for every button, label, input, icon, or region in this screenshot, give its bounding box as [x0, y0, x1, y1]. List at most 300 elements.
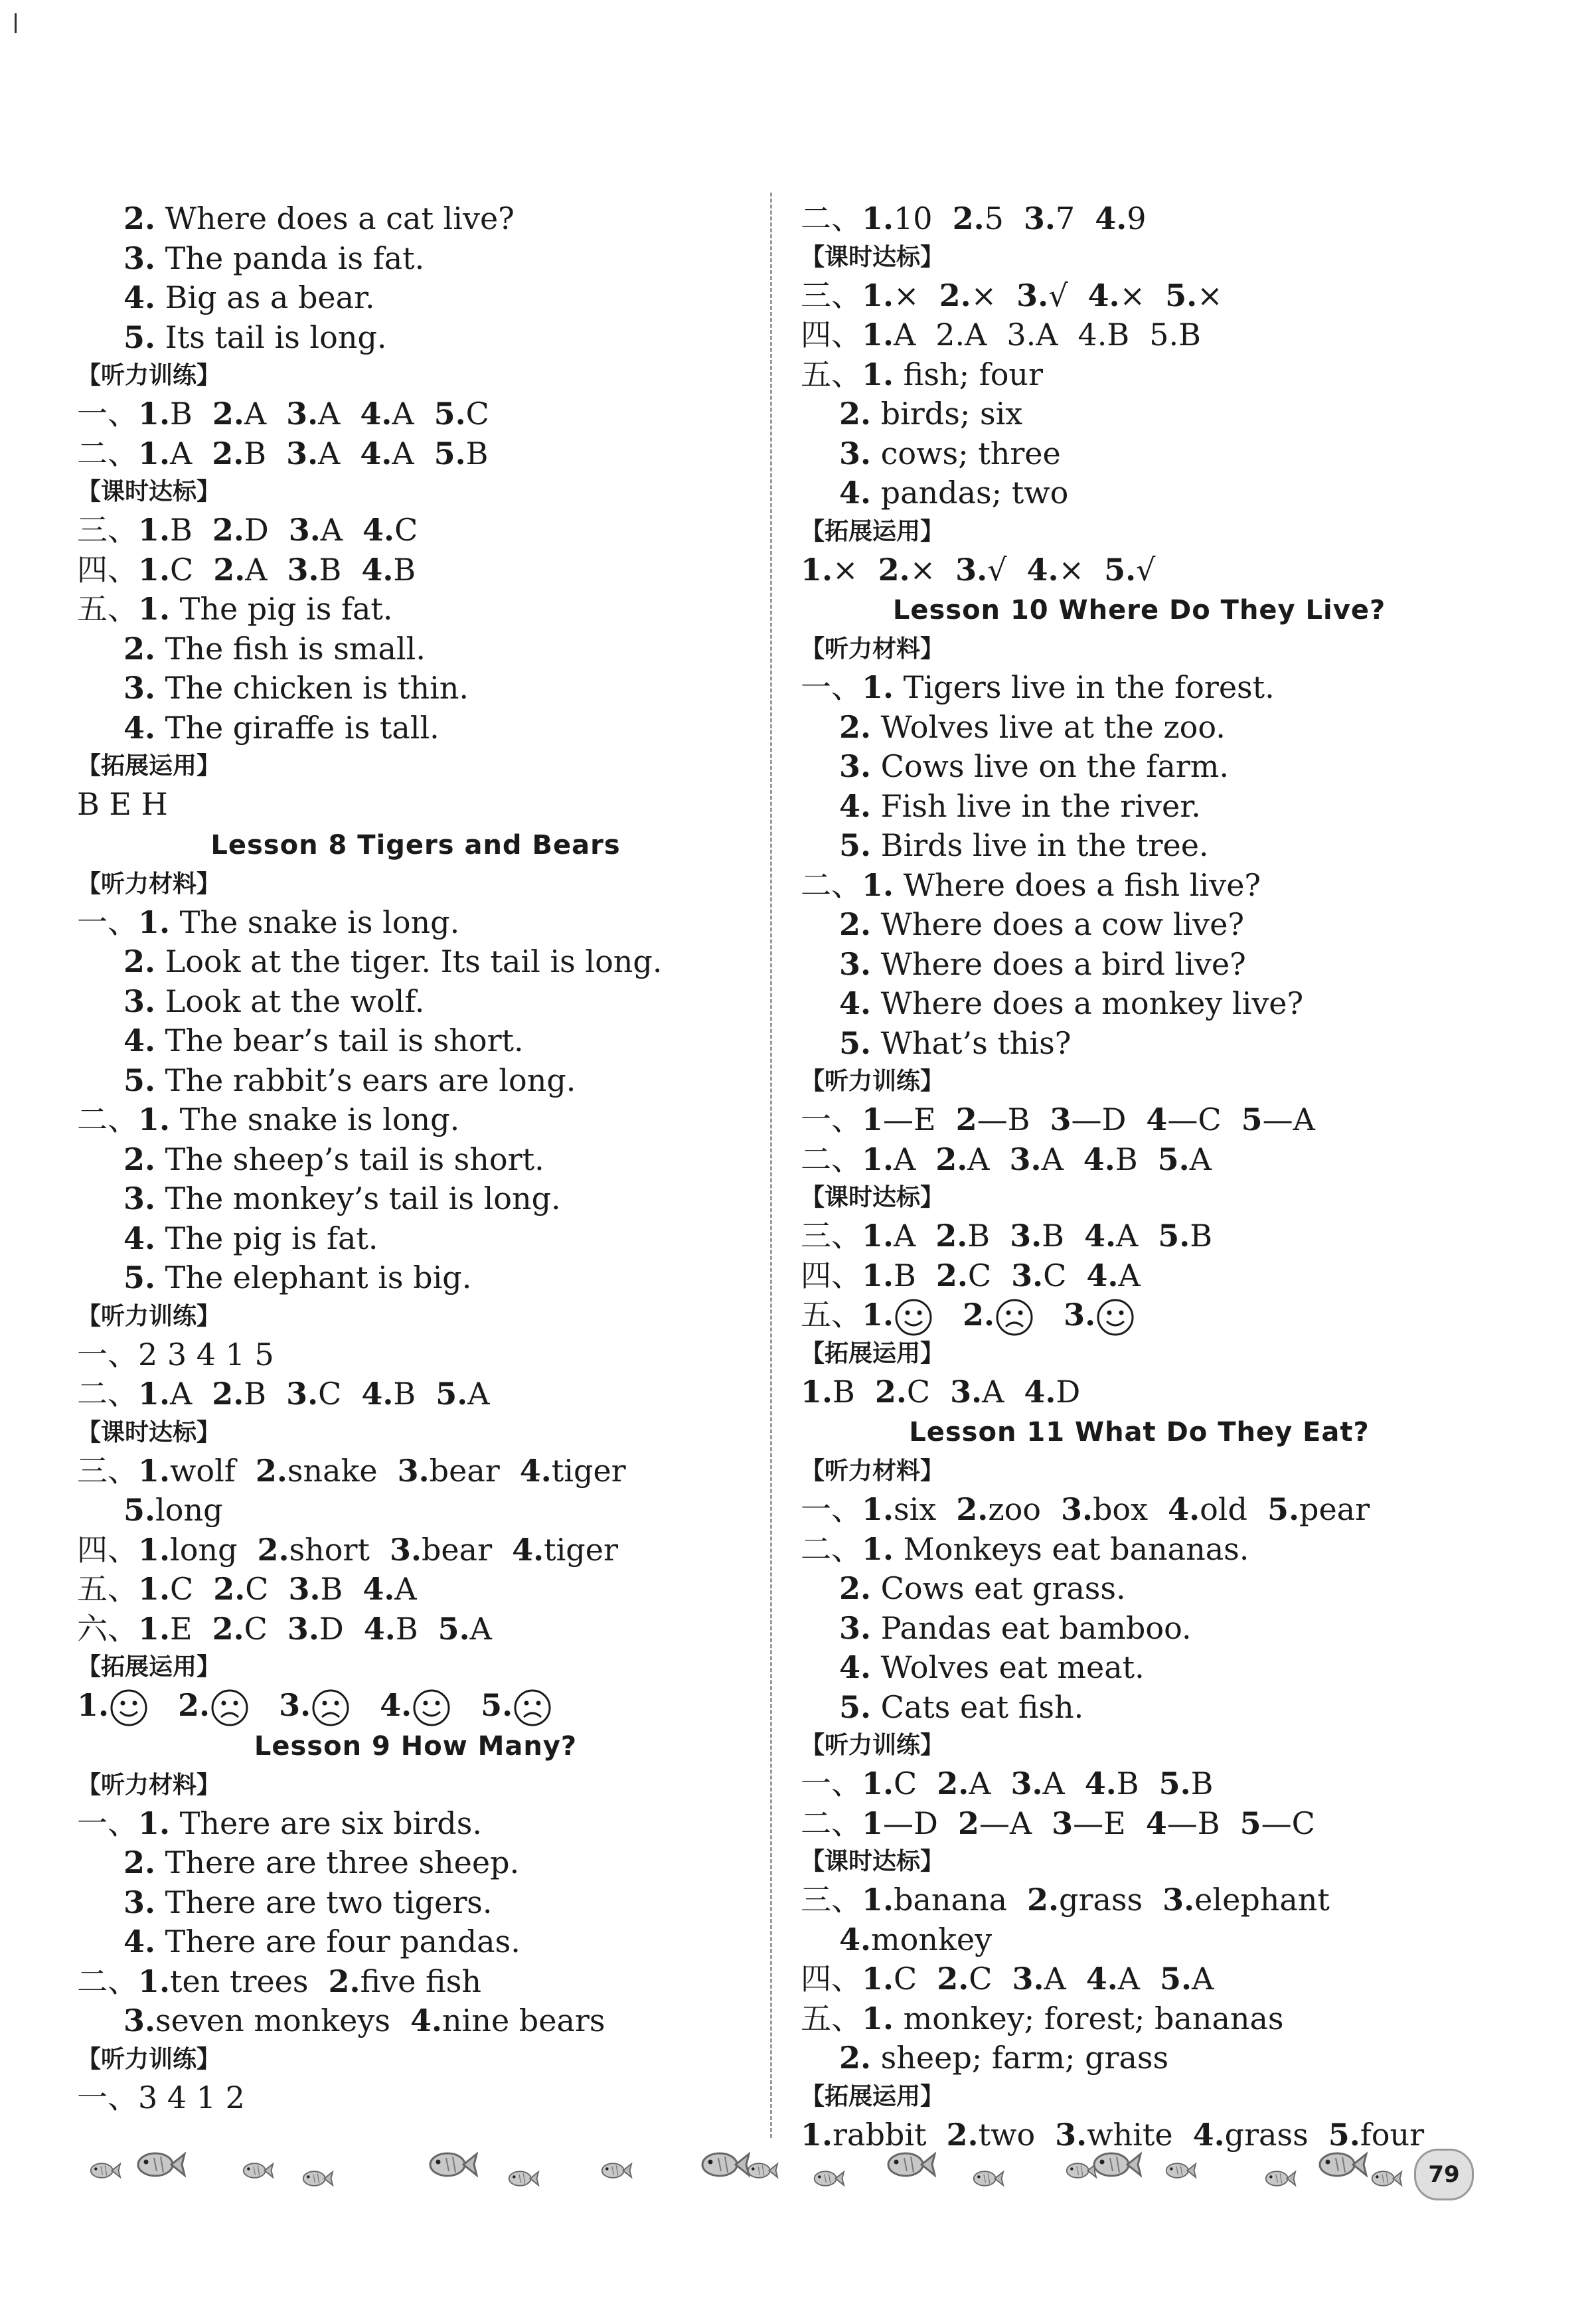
item-text: Where does a cat live? — [155, 201, 515, 236]
answer-value: B — [1116, 1766, 1139, 1801]
sad-face-icon — [210, 1688, 250, 1728]
item-prefix: 二、 — [77, 435, 138, 471]
text-line — [77, 1804, 754, 1844]
answer-value: C — [969, 1961, 993, 1997]
answer-value: A — [1117, 1961, 1140, 1997]
answer-value: B — [833, 1373, 855, 1410]
answer-number: 2. — [935, 1141, 968, 1177]
answer-line — [801, 550, 1478, 590]
text-line — [77, 1258, 754, 1298]
answer-number: 2. — [937, 1961, 969, 1997]
answer-number: 2. — [212, 512, 244, 548]
text-line — [801, 2038, 1478, 2078]
item-prefix: 五、 — [801, 2000, 862, 2036]
answer-value: two — [978, 2116, 1036, 2153]
answer-number: 3. — [1006, 317, 1036, 353]
answer-line — [77, 1491, 754, 1530]
item-text: The rabbit’s ears are long. — [155, 1062, 576, 1098]
item-prefix: 一、 — [77, 904, 138, 940]
text-line — [801, 668, 1478, 708]
answer-value: √ — [987, 551, 1007, 588]
answer-number: 1. — [862, 1141, 894, 1177]
answer-number: 5. — [1157, 1141, 1190, 1177]
answer-line — [801, 1804, 1478, 1844]
section-tag: 【听力材料】 — [77, 870, 221, 898]
answer-number: 4 — [1146, 1102, 1168, 1137]
answer-value: —B — [977, 1102, 1030, 1137]
item-text: The panda is fat. — [155, 240, 425, 276]
text-line — [801, 1648, 1478, 1688]
answer-number: 4. — [410, 2003, 442, 2038]
item-number: 4. — [123, 1220, 156, 1256]
item-number: 1. — [138, 1805, 171, 1841]
item-prefix: 四、 — [801, 317, 862, 353]
answer-number: 4. — [839, 1921, 872, 1957]
answer-number: 2. — [213, 551, 246, 588]
fish-icon — [505, 2166, 540, 2194]
answer-line — [801, 1764, 1478, 1804]
answer-line — [77, 1451, 754, 1491]
answer-number: 3. — [1060, 1491, 1093, 1527]
answer-number: 5. — [1104, 551, 1137, 588]
answer-number: 4. — [1086, 1257, 1119, 1293]
lesson-title: Lesson 11 What Do They Eat? — [909, 1417, 1370, 1447]
answer-number: 5. — [434, 435, 466, 471]
item-prefix: 二、 — [77, 1376, 138, 1412]
answer-line — [77, 1374, 754, 1414]
item-text: The chicken is thin. — [155, 670, 469, 706]
item-prefix: 一、 — [801, 1491, 862, 1527]
answer-number: 1. — [138, 551, 171, 588]
answer-value: A — [318, 396, 341, 432]
answer-number: 4. — [363, 1610, 396, 1647]
answer-line — [77, 1570, 754, 1610]
item-number: 4. — [123, 709, 156, 746]
answer-line — [77, 1530, 754, 1570]
answer-value: A — [170, 1376, 193, 1412]
answer-number: 3. — [286, 1376, 319, 1412]
item-prefix: 四、 — [801, 1961, 862, 1997]
text-line — [77, 318, 754, 358]
column-divider — [770, 193, 772, 2138]
answer-value: A — [1189, 1141, 1212, 1177]
item-number: 1. — [862, 2000, 894, 2036]
item-prefix: 一、 — [77, 396, 138, 432]
answer-number: 3. — [288, 512, 321, 548]
item-prefix: 四、 — [801, 1257, 862, 1293]
text-line — [77, 1922, 754, 1962]
answer-value: E — [170, 1610, 193, 1647]
text-line — [77, 982, 754, 1022]
item-text: There are four pandas. — [155, 1924, 520, 1959]
answer-value: A — [969, 1766, 991, 1801]
item-text: There are three sheep. — [155, 1845, 520, 1880]
answer-value: 7 — [1055, 201, 1076, 236]
answer-value: A — [1041, 1141, 1064, 1177]
answer-value: five fish — [360, 1963, 481, 1999]
fish-icon — [1162, 2158, 1198, 2186]
item-number: 5. — [839, 827, 872, 863]
item-number: 2. — [123, 1845, 156, 1880]
answer-number: 3. — [955, 551, 988, 588]
item-number: 3. — [123, 670, 156, 706]
answer-number: 3. — [1011, 1257, 1044, 1293]
answer-number: 2. — [956, 1491, 989, 1527]
answer-value: old — [1200, 1491, 1247, 1527]
item-text: Big as a bear. — [155, 280, 375, 315]
item-prefix: 六、 — [77, 1610, 138, 1647]
text-line — [77, 1100, 754, 1140]
item-number: 5. — [123, 319, 156, 355]
answer-line — [77, 434, 754, 474]
answer-number: 2. — [1027, 1882, 1060, 1918]
answer-value: C — [394, 512, 418, 548]
section-tag: 【课时达标】 — [801, 1184, 945, 1211]
section-tag: 【听力材料】 — [77, 1771, 221, 1799]
answer-number: 2. — [257, 1531, 289, 1568]
answer-value: A — [894, 1218, 916, 1254]
smiley-face-icon — [1095, 1297, 1135, 1337]
section-tag: 【拓展运用】 — [77, 752, 221, 780]
answer-value: white — [1087, 2116, 1173, 2153]
text-line — [801, 708, 1478, 748]
answer-number: 2 — [955, 1102, 977, 1137]
fish-icon — [883, 2145, 936, 2187]
item-number: 3. — [839, 435, 872, 471]
answer-value: —C — [1261, 1805, 1315, 1841]
item-text: There are six birds. — [170, 1805, 482, 1841]
answer-value: long — [155, 1492, 223, 1528]
answer-number: 4. — [1084, 1766, 1117, 1801]
section-tag: 【拓展运用】 — [801, 2082, 945, 2110]
answer-number: 3. — [286, 435, 319, 471]
answer-number: 5. — [1267, 1491, 1299, 1527]
item-prefix: 二、 — [801, 1141, 862, 1177]
item-prefix: 五、 — [801, 356, 862, 392]
text-line — [77, 1883, 754, 1923]
answer-value: B — [1190, 1766, 1214, 1801]
answer-number: 4. — [380, 1687, 412, 1723]
answer-number: 3. — [286, 396, 319, 432]
answer-number: 2. — [212, 396, 244, 432]
answer-value: A — [1042, 1766, 1065, 1801]
answer-number: 1. — [862, 1257, 894, 1293]
answer-number: 3. — [950, 1373, 983, 1410]
section-tag: 【听力训练】 — [801, 1732, 945, 1759]
answer-number: 4. — [1095, 201, 1127, 236]
text-line — [77, 590, 754, 629]
item-number: 2. — [123, 630, 156, 667]
answer-value: D — [1056, 1373, 1081, 1410]
item-text: The snake is long. — [170, 1102, 460, 1137]
answer-number: 4. — [361, 551, 394, 588]
answer-number: 2. — [878, 551, 910, 588]
answer-number: 1 — [862, 1805, 884, 1841]
answer-value: C — [170, 1571, 194, 1607]
answer-number: 5. — [481, 1687, 513, 1723]
text-line — [77, 942, 754, 982]
answer-number: 1. — [77, 1687, 110, 1723]
answer-number: 2. — [212, 1610, 244, 1647]
item-text: The elephant is big. — [155, 1260, 472, 1295]
answer-value: A — [469, 1610, 492, 1647]
text-line — [801, 1609, 1478, 1649]
margin-mark — [15, 13, 17, 33]
answer-number: 2. — [874, 1373, 907, 1410]
item-number: 2. — [839, 396, 872, 432]
answer-value: wolf — [170, 1452, 236, 1489]
answer-value: ten trees — [170, 1963, 309, 1999]
answer-number: 2. — [935, 1257, 968, 1293]
answer-number: 3. — [1016, 277, 1049, 313]
answer-number: 5. — [1158, 1766, 1191, 1801]
item-text: pandas; two — [871, 475, 1069, 511]
item-prefix: 三、 — [77, 1452, 138, 1489]
answer-value: C — [1043, 1257, 1067, 1293]
answer-number: 4. — [360, 435, 392, 471]
answer-number: 5. — [1160, 1961, 1192, 1997]
answer-line — [77, 2001, 754, 2041]
smiley-face-icon — [109, 1688, 149, 1728]
answer-value: B — [244, 1376, 267, 1412]
answer-number: 2. — [212, 1376, 244, 1412]
item-prefix: 一、 — [77, 1805, 138, 1841]
answer-value: × — [1119, 277, 1146, 313]
answer-value: A — [894, 1141, 916, 1177]
sad-face-icon — [513, 1688, 552, 1728]
answer-value: A — [1118, 1257, 1141, 1293]
answer-number: 4. — [1085, 1961, 1118, 1997]
answer-value: 9 — [1127, 201, 1147, 236]
answer-value: C — [967, 1257, 992, 1293]
answer-number: 4. — [361, 1376, 394, 1412]
item-number: 3. — [123, 1884, 156, 1920]
item-number: 1. — [138, 591, 171, 627]
item-prefix: 四、 — [77, 1531, 138, 1568]
answer-number: 1. — [862, 201, 894, 236]
answer-number: 5. — [123, 1492, 156, 1528]
section-tag: 【课时达标】 — [801, 243, 945, 271]
answer-number: 2. — [255, 1452, 287, 1489]
item-prefix: 一、 — [801, 1766, 862, 1801]
answer-value: × — [971, 277, 997, 313]
item-prefix: 二、 — [801, 201, 862, 236]
answer-value: box — [1092, 1491, 1149, 1527]
answer-value: A — [394, 1571, 417, 1607]
answer-value: B — [393, 1376, 416, 1412]
text-line — [801, 473, 1478, 513]
answer-value: A — [1036, 317, 1058, 353]
answer-number: 4. — [1026, 551, 1059, 588]
answer-value: B — [894, 1257, 916, 1293]
answer-number: 1 — [862, 1102, 884, 1137]
fish-icon — [1089, 2145, 1142, 2187]
text-line — [801, 787, 1478, 827]
item-number: 3. — [839, 748, 872, 784]
answer-value: A — [965, 317, 987, 353]
lesson-title: Lesson 10 Where Do They Live? — [892, 595, 1386, 625]
item-number: 5. — [123, 1260, 156, 1295]
item-number: 4. — [123, 1023, 156, 1058]
item-number: 2. — [123, 201, 156, 236]
answer-value: snake — [287, 1452, 378, 1489]
item-prefix: 四、 — [77, 551, 138, 588]
answer-value: B — [393, 551, 416, 588]
answer-number: 3 — [1052, 1805, 1074, 1841]
item-number: 3. — [123, 983, 156, 1019]
answer-number: 5 — [1241, 1102, 1263, 1137]
answer-number: 1. — [138, 1531, 171, 1568]
text-line — [801, 1530, 1478, 1570]
answer-value: B — [244, 435, 267, 471]
smiley-face-icon — [894, 1297, 933, 1337]
answer-value: A — [1115, 1218, 1139, 1254]
answer-value: A — [1044, 1961, 1066, 1997]
item-prefix: 三、 — [801, 277, 862, 313]
answer-value: C — [244, 1610, 268, 1647]
lesson-title: Lesson 9 How Many? — [254, 1730, 578, 1762]
answer-value: A — [318, 435, 341, 471]
smiley-face-icon — [412, 1688, 451, 1728]
answer-number: 4. — [360, 396, 392, 432]
section-tag: 【拓展运用】 — [801, 517, 945, 545]
answer-line — [77, 550, 754, 590]
answer-line — [801, 1216, 1478, 1256]
item-number: 4. — [839, 787, 872, 824]
answer-number: 3. — [287, 1610, 319, 1647]
text-line — [801, 394, 1478, 434]
item-number: 3. — [839, 946, 872, 982]
answer-number: 4 — [1145, 1805, 1167, 1841]
lesson-title: Lesson 8 Tigers and Bears — [210, 829, 621, 861]
answer-line — [801, 1140, 1478, 1180]
fish-icon — [598, 2158, 633, 2186]
answer-number: 3. — [287, 551, 319, 588]
answer-number: 2. — [939, 277, 971, 313]
answer-value: A — [392, 396, 414, 432]
item-text: monkey; forest; bananas — [894, 2000, 1284, 2036]
item-text: The bear’s tail is short. — [155, 1023, 524, 1058]
answer-value: × — [1058, 551, 1085, 588]
answer-number: 4. — [1083, 1141, 1115, 1177]
item-text: Fish live in the river. — [871, 787, 1201, 824]
item-prefix: 五、 — [77, 1571, 138, 1607]
face-answer-line — [801, 1295, 1478, 1335]
answer-number: 2 — [957, 1805, 979, 1841]
answer-value: A — [245, 551, 268, 588]
answer-number: 1. — [862, 277, 894, 313]
fish-icon — [697, 2145, 750, 2187]
text-line — [801, 747, 1478, 787]
answer-value: √ — [1048, 277, 1068, 313]
item-number: 2. — [839, 906, 872, 942]
answer-value: tiger — [551, 1452, 626, 1489]
answer-value: A — [244, 396, 267, 432]
answer-number: 3. — [1009, 1141, 1042, 1177]
item-text: Birds live in the tree. — [871, 827, 1209, 863]
item-prefix: 二、 — [801, 1805, 862, 1841]
item-number: 1. — [138, 1102, 171, 1137]
answer-number: 2. — [937, 1766, 969, 1801]
answer-value: C — [170, 551, 194, 588]
answer-value: nine bears — [441, 2003, 605, 2038]
answer-line: 一、3 4 1 2 — [77, 2079, 245, 2115]
answer-number: 1. — [138, 1452, 171, 1489]
text-line — [801, 945, 1478, 985]
item-number: 4. — [123, 280, 156, 315]
item-text: Where does a fish live? — [894, 867, 1261, 903]
answer-number: 1. — [862, 1491, 894, 1527]
item-number: 4. — [839, 475, 872, 511]
answer-value: long — [170, 1531, 238, 1568]
answer-line: 一、2 3 4 1 5 — [77, 1336, 274, 1372]
item-prefix: 二、 — [77, 1102, 138, 1137]
answer-value: B — [170, 512, 193, 548]
answer-number: 4. — [1168, 1491, 1200, 1527]
answer-value: B — [967, 1218, 991, 1254]
item-number: 1. — [138, 904, 171, 940]
text-line — [77, 708, 754, 748]
answer-number: 4. — [1087, 277, 1120, 313]
answer-value: 10 — [894, 201, 933, 236]
answer-number: 3. — [1064, 1297, 1096, 1333]
answer-value: monkey — [871, 1921, 993, 1957]
answer-line — [801, 1880, 1478, 1920]
answer-number: 4. — [1024, 1373, 1056, 1410]
answer-line — [801, 1920, 1478, 1960]
text-line — [801, 1024, 1478, 1064]
answer-number: 3. — [279, 1687, 311, 1723]
item-text: Pandas eat bamboo. — [871, 1610, 1192, 1646]
item-text: birds; six — [871, 396, 1023, 432]
answer-number: 4. — [1077, 317, 1107, 353]
answer-value: —A — [1262, 1102, 1315, 1137]
answer-value: C — [894, 1961, 918, 1997]
answer-line — [801, 1959, 1478, 1999]
fish-icon — [239, 2158, 275, 2186]
answer-value: —D — [883, 1805, 938, 1841]
answer-number: 5 — [1239, 1805, 1261, 1841]
item-number: 3. — [123, 240, 156, 276]
text-line — [77, 669, 754, 708]
answer-value: zoo — [988, 1491, 1041, 1527]
text-line — [77, 903, 754, 943]
answer-number: 1. — [862, 1961, 894, 1997]
answer-number: 2. — [963, 1297, 995, 1333]
answer-number: 3. — [1010, 1766, 1043, 1801]
item-prefix: 五、 — [801, 1297, 862, 1333]
fish-icon — [1315, 2145, 1368, 2187]
answer-value: —A — [979, 1805, 1032, 1841]
text-line — [77, 1179, 754, 1219]
item-number: 2. — [839, 708, 872, 745]
section-tag: 【课时达标】 — [801, 1848, 945, 1875]
answer-number: 2. — [935, 1218, 968, 1254]
answer-value: C — [906, 1373, 931, 1410]
answer-value: B — [319, 551, 342, 588]
answer-number: 1. — [801, 2116, 833, 2153]
answer-number: 5. — [1149, 317, 1179, 353]
item-number: 1. — [862, 669, 894, 705]
right-column — [801, 199, 1478, 2155]
item-text: Wolves live at the zoo. — [871, 708, 1226, 745]
answer-value: B — [395, 1610, 418, 1647]
item-text: Cats eat fish. — [871, 1689, 1084, 1725]
item-text: Wolves eat meat. — [871, 1649, 1145, 1685]
answer-line: B E H — [77, 786, 168, 822]
item-prefix: 二、 — [801, 1530, 862, 1567]
answer-value: four — [1360, 2116, 1425, 2153]
